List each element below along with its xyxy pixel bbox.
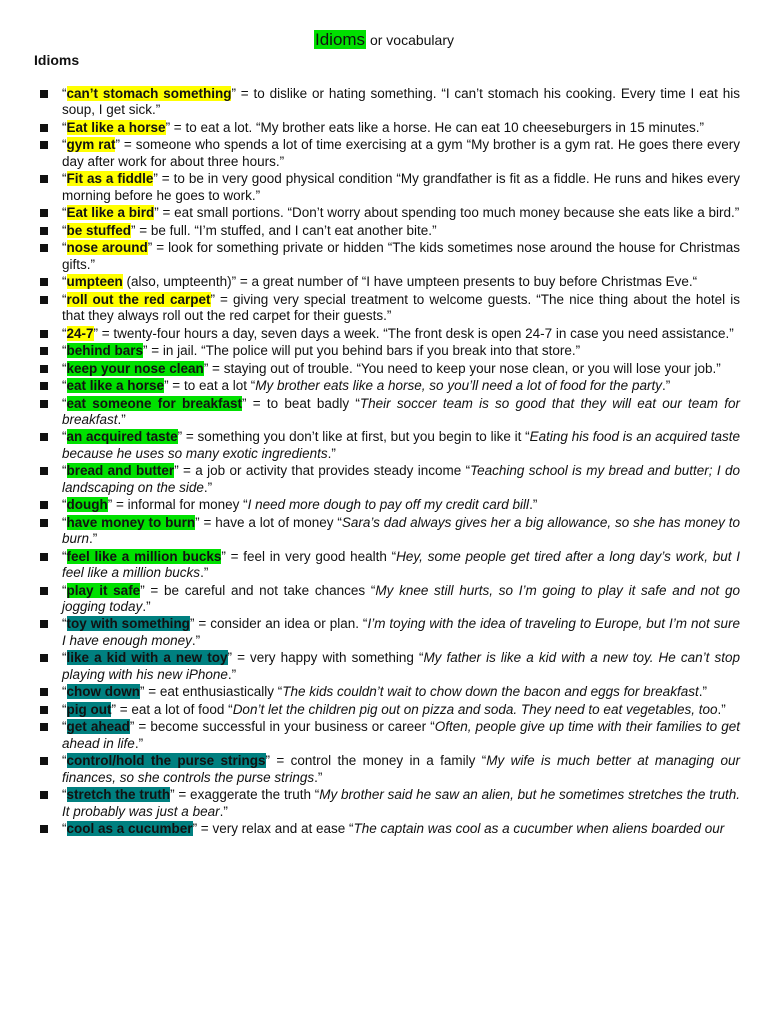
quote-open: “ — [62, 787, 67, 803]
quote-open: “ — [62, 497, 67, 513]
idiom-item — [0, 616, 768, 649]
idiom-example: Hey, some people get tired after a long day’s work, but I feel like a million bucks — [62, 548, 740, 581]
idiom-definition: ” = giving very special treatment to welcome guests. “The nice thing about the hotel is that they always roll out the red carpet for their guests.” — [62, 291, 740, 324]
quote-open: “ — [62, 360, 67, 376]
quote-open: “ — [62, 171, 67, 187]
quote-close: .” — [529, 497, 538, 513]
square-bullet-icon — [40, 587, 48, 595]
idiom-definition: ” = to eat a lot. “My brother eats like a horse. He can eat 10 cheeseburgers in 15 minutes.” — [165, 119, 704, 135]
idiom-term: like a kid with a new toy — [66, 650, 228, 666]
idiom-definition: ” = become successful in your business or career “ — [129, 719, 435, 735]
quote-open: “ — [62, 719, 67, 735]
idiom-example: My father is like a kid with a new toy. He can’t stop playing with his new iPhone — [62, 650, 740, 682]
idiom-item — [0, 702, 768, 718]
idiom-definition: ” = to be in very good physical condition “My grandfather is fit as a fiddle. He runs and hikes every morning before he goes to work.” — [62, 171, 740, 203]
quote-open: “ — [62, 701, 67, 717]
quote-close: .” — [142, 598, 151, 614]
idiom-item — [0, 292, 768, 325]
idiom-example: Their soccer team is so good that they will eat our team for breakfast — [62, 395, 740, 427]
quote-open: “ — [62, 548, 67, 564]
quote-open: “ — [62, 205, 67, 221]
idiom-example: Often, people give up time with their families to get ahead in life — [62, 719, 740, 751]
square-bullet-icon — [40, 90, 48, 98]
idiom-definition: ” = something you don’t like at first, but you begin to like it “ — [177, 429, 530, 445]
quote-open: “ — [62, 463, 67, 479]
quote-open: “ — [62, 514, 67, 530]
idiom-term: roll out the red carpet — [66, 291, 211, 307]
idiom-term: have money to burn — [66, 514, 196, 530]
idiom-term: Eat like a bird — [66, 205, 155, 221]
idiom-definition: ” = to dislike or hating something. “I can’t stomach his cooking. Every time I eat his soup, I get sick.” — [62, 86, 740, 118]
quote-open: “ — [62, 378, 67, 394]
square-bullet-icon — [40, 278, 48, 286]
idiom-item — [0, 753, 768, 786]
idiom-item — [0, 583, 768, 616]
idiom-item — [0, 326, 768, 342]
idiom-example: The captain was cool as a cucumber when aliens boarded our — [353, 821, 725, 836]
square-bullet-icon — [40, 757, 48, 765]
square-bullet-icon — [40, 347, 48, 355]
square-bullet-icon — [40, 723, 48, 731]
idiom-item — [0, 684, 768, 700]
quote-close: .” — [698, 684, 707, 700]
idiom-definition: ” = eat a lot of food “ — [111, 701, 233, 717]
idiom-definition: ” = in jail. “The police will put you behind bars if you break into that store.” — [143, 343, 581, 359]
page-title — [0, 30, 768, 50]
quote-open: “ — [62, 684, 67, 700]
quote-close: .” — [117, 411, 126, 427]
idiom-item — [0, 223, 768, 239]
idiom-definition: ” = to eat a lot “ — [164, 378, 256, 394]
idiom-term: chow down — [66, 684, 140, 700]
square-bullet-icon — [40, 688, 48, 696]
square-bullet-icon — [40, 654, 48, 662]
idiom-example: My knee still hurts, so I’m going to play it safe and not go jogging today — [62, 582, 740, 614]
idiom-item — [0, 274, 768, 290]
idiom-term: control/hold the purse strings — [66, 753, 266, 769]
square-bullet-icon — [40, 553, 48, 561]
idiom-term: be stuffed — [66, 222, 132, 238]
square-bullet-icon — [40, 244, 48, 252]
idiom-definition: ” = to beat badly “ — [242, 395, 360, 411]
idiom-item — [0, 361, 768, 377]
idiom-term: behind bars — [66, 343, 144, 359]
idiom-item — [0, 463, 768, 496]
idiom-definition: ” = very happy with something “ — [227, 650, 424, 666]
square-bullet-icon — [40, 620, 48, 628]
idiom-definition: (also, umpteenth)” = a great number of “I have umpteen presents to buy before Christmas Eve.“ — [122, 274, 698, 290]
square-bullet-icon — [40, 175, 48, 183]
square-bullet-icon — [40, 227, 48, 235]
idiom-term: play it safe — [66, 582, 141, 598]
idiom-item — [0, 719, 768, 752]
idiom-term: 24-7 — [66, 325, 94, 341]
quote-close: .” — [327, 445, 336, 461]
idiom-term: gym rat — [66, 137, 116, 153]
quote-close: .” — [219, 803, 228, 819]
square-bullet-icon — [40, 706, 48, 714]
idiom-definition: ” = control the money in a family “ — [265, 753, 487, 769]
idiom-term: bread and butter — [66, 463, 175, 479]
idiom-definition: ” = very relax and at ease “ — [192, 821, 354, 836]
idiom-item — [0, 171, 768, 204]
square-bullet-icon — [40, 330, 48, 338]
quote-open: “ — [62, 291, 67, 307]
idiom-example: The kids couldn’t wait to chow down the bacon and eggs for breakfast — [282, 684, 699, 700]
quote-open: “ — [62, 343, 67, 359]
square-bullet-icon — [40, 209, 48, 217]
idiom-term: stretch the truth — [66, 787, 171, 803]
idiom-item — [0, 787, 768, 820]
idiom-definition: ” = someone who spends a lot of time exercising at a gym “My brother is a gym rat. He goes there every day after work for about three hours.” — [62, 137, 740, 169]
idiom-term: can’t stomach something — [66, 86, 232, 101]
square-bullet-icon — [40, 825, 48, 833]
idiom-term: feel like a million bucks — [66, 548, 222, 564]
idiom-item — [0, 396, 768, 429]
quote-close: .” — [227, 666, 237, 682]
idiom-item — [0, 137, 768, 170]
idiom-example: I need more dough to pay off my credit card bill — [247, 497, 530, 513]
idiom-term: Fit as a fiddle — [66, 171, 154, 187]
idiom-term: pig out — [66, 701, 112, 717]
idiom-definition: ” = consider an idea or plan. “ — [189, 616, 368, 632]
idiom-term: toy with something — [66, 616, 190, 632]
idiom-definition: ” = staying out of trouble. “You need to keep your nose clean, or you will lose your job.” — [203, 360, 721, 376]
quote-close: .” — [191, 632, 201, 648]
idiom-example: My brother eats like a horse, so you’ll need a lot of food for the party — [255, 378, 662, 394]
quote-open: “ — [62, 650, 67, 666]
idiom-definition: ” = informal for money “ — [107, 497, 248, 513]
idiom-definition: ” = twenty-four hours a day, seven days a week. “The front desk is open 24-7 in case you need assistance.” — [93, 325, 734, 341]
quote-open: “ — [62, 137, 67, 153]
quote-open: “ — [62, 119, 67, 135]
quote-open: “ — [62, 325, 67, 341]
idiom-term: eat like a horse — [66, 378, 165, 394]
idiom-item — [0, 821, 768, 837]
idiom-term: cool as a cucumber — [66, 821, 193, 836]
idiom-item — [0, 205, 768, 221]
quote-close: .” — [203, 479, 213, 495]
square-bullet-icon — [40, 467, 48, 475]
quote-close: .” — [661, 378, 671, 394]
idiom-term: an acquired taste — [66, 429, 178, 445]
idiom-term: umpteen — [66, 274, 123, 290]
square-bullet-icon — [40, 433, 48, 441]
square-bullet-icon — [40, 791, 48, 799]
idiom-definition: ” = be careful and not take chances “ — [140, 582, 376, 598]
idiom-term: dough — [66, 497, 108, 513]
title-rest: or vocabulary — [366, 32, 454, 48]
idiom-example: Teaching school is my bread and butter; I do landscaping on the side — [62, 463, 740, 495]
idiom-definition: ” = eat enthusiastically “ — [140, 684, 283, 700]
idiom-definition: ” = be full. “I’m stuffed, and I can’t eat another bite.” — [131, 222, 437, 238]
square-bullet-icon — [40, 519, 48, 527]
idiom-term: eat someone for breakfast — [66, 395, 242, 411]
idiom-item — [0, 549, 768, 582]
square-bullet-icon — [40, 141, 48, 149]
idiom-item — [0, 378, 768, 394]
quote-open: “ — [62, 582, 67, 598]
idiom-item — [0, 120, 768, 136]
idiom-term: Eat like a horse — [66, 119, 166, 135]
idiom-definition: ” = a job or activity that provides steady income “ — [174, 463, 471, 479]
quote-open: “ — [62, 274, 67, 290]
idiom-term: nose around — [66, 240, 148, 256]
idiom-example: I’m toying with the idea of traveling to Europe, but I’m not sure I have enough money — [62, 616, 740, 648]
idiom-definition: ” = look for something private or hidden “The kids sometimes nose around the house for Christmas gifts.” — [62, 240, 740, 272]
quote-open: “ — [62, 395, 67, 411]
quote-close: .” — [717, 701, 726, 717]
square-bullet-icon — [40, 124, 48, 132]
section-heading: Idioms — [34, 52, 80, 68]
idiom-definition: ” = eat small portions. “Don’t worry about spending too much money because she eats like a bird.” — [154, 205, 740, 221]
idiom-example: My wife is much better at managing our finances, so she controls the purse strings — [62, 753, 740, 785]
idiom-item — [0, 429, 768, 462]
quote-close: .” — [89, 531, 98, 547]
idiom-term: keep your nose clean — [66, 360, 204, 376]
idiom-item — [0, 86, 768, 119]
title-highlight: Idioms — [314, 30, 366, 49]
idiom-item — [0, 497, 768, 513]
quote-open: “ — [62, 429, 67, 445]
quote-close: .” — [200, 565, 209, 581]
idiom-example: Sara’s dad always gives her a big allowance, so she has money to burn — [62, 514, 740, 547]
idiom-term: get ahead — [66, 719, 130, 735]
square-bullet-icon — [40, 296, 48, 304]
quote-open: “ — [62, 240, 67, 256]
square-bullet-icon — [40, 400, 48, 408]
quote-close: .” — [314, 769, 323, 785]
quote-open: “ — [62, 86, 67, 101]
idiom-definition: ” = have a lot of money “ — [195, 514, 342, 530]
idiom-example: Don’t let the children pig out on pizza and soda. They need to eat vegetables, too — [232, 701, 718, 717]
idiom-example: Eating his food is an acquired taste because he uses so many exotic ingredients — [62, 429, 740, 461]
idiom-item — [0, 343, 768, 359]
quote-open: “ — [62, 222, 67, 238]
quote-open: “ — [62, 616, 67, 632]
idiom-definition: ” = feel in very good health “ — [221, 548, 397, 564]
idiom-item — [0, 240, 768, 273]
idiom-item — [0, 515, 768, 548]
idiom-example: My brother said he saw an alien, but he sometimes stretches the truth. It probably was just a bear — [62, 787, 740, 819]
idiom-item — [0, 650, 768, 683]
quote-open: “ — [62, 821, 67, 836]
square-bullet-icon — [40, 365, 48, 373]
square-bullet-icon — [40, 501, 48, 509]
idiom-definition: ” = exaggerate the truth “ — [170, 787, 320, 803]
square-bullet-icon — [40, 382, 48, 390]
quote-close: .” — [134, 735, 144, 751]
idiom-list — [0, 86, 768, 839]
quote-open: “ — [62, 753, 67, 769]
